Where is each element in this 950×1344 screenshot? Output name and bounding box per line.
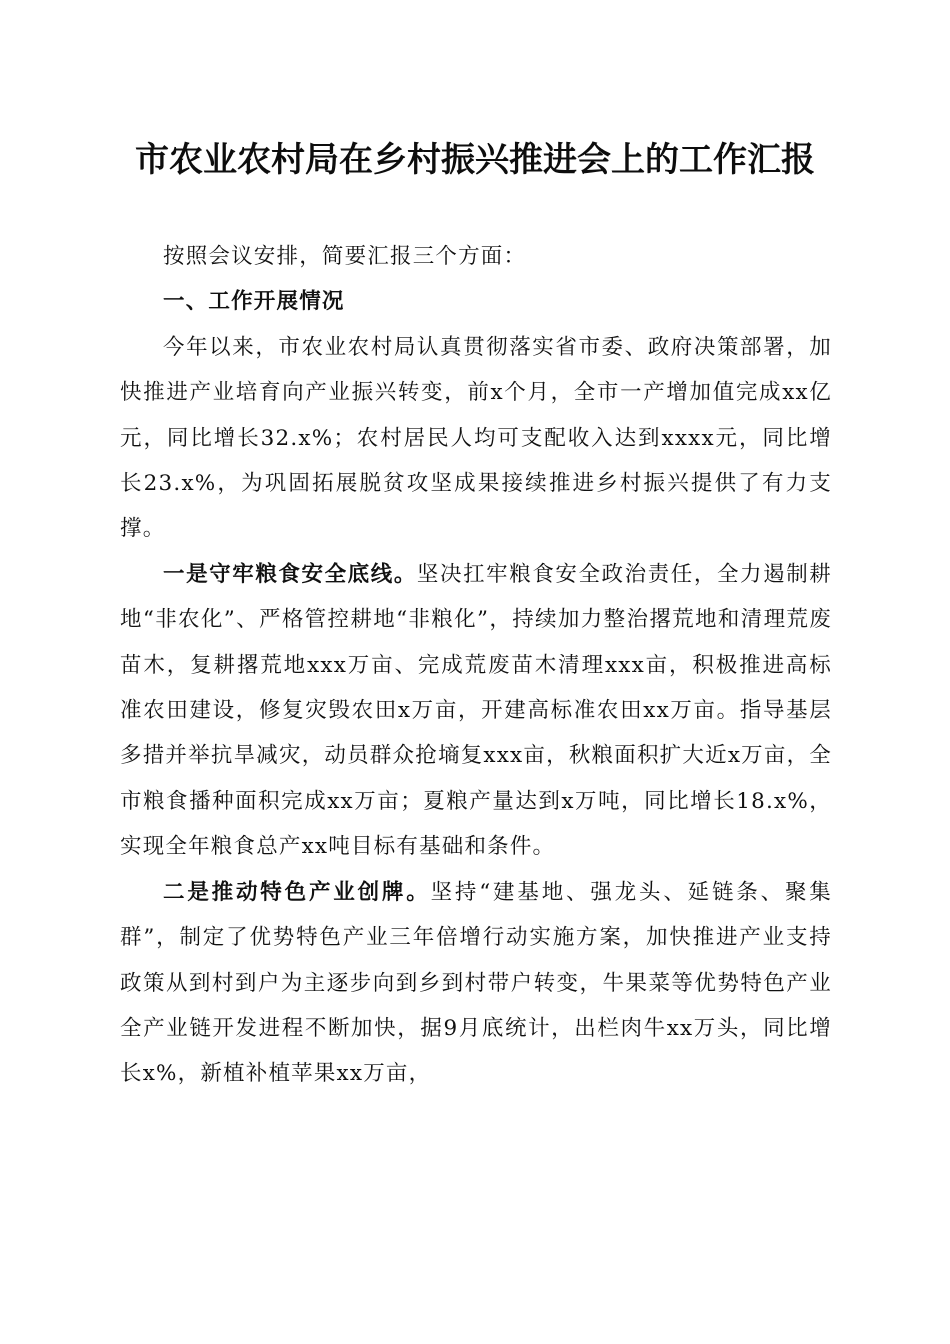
document-body bbox=[120, 234, 832, 1097]
overview-paragraph: 今年以来，市农业农村局认真贯彻落实省市委、政府决策部署，加快推进产业培育向产业振兴转变，前x个月，全市一产增加值完成xx亿元，同比增长32.x%；农村居民人均可支配收入达到xxxx元，同比增长23.x%，为巩固拓展脱贫攻坚成果接续推进乡村振兴提供了有力支撑。 bbox=[120, 334, 832, 542]
point-two-lead: 二是推动特色产业创牌。 bbox=[163, 879, 431, 905]
document-title: 市农业农村局在乡村振兴推进会上的工作汇报 bbox=[135, 140, 815, 180]
intro-paragraph: 按照会议安排，简要汇报三个方面： bbox=[163, 244, 527, 269]
point-one-lead: 一是守牢粮食安全底线。 bbox=[163, 561, 417, 587]
point-one-text: 坚决扛牢粮食安全政治责任，全力遏制耕地“非农化”、严格管控耕地“非粮化”，持续加力整治撂荒地和清理荒废苗木，复耕撂荒地xxx万亩、完成荒废苗木清理xxx亩，积极推进高标准农田建设，修复灾毁农田x万亩，开建高标准农田xx万亩。指导基层多措并举抗旱减灾，动员群众抢墒复xxx亩，秋粮面积扩大近x万亩，全市粮食播种面积完成xx万亩；夏粮产量达到x万吨，同比增长18.x%，实现全年粮食总产xx吨目标有基础和条件。 bbox=[120, 561, 832, 860]
section-heading: 一、工作开展情况 bbox=[163, 289, 345, 315]
point-two-text: 坚持“建基地、强龙头、延链条、聚集群”，制定了优势特色产业三年倍增行动实施方案，加快推进产业支持政策从到村到户为主逐步向到乡到村带户转变，牛果菜等优势特色产业全产业链开发进程不断加快，据9月底统计，出栏肉牛xx万头，同比增长x%，新植补植苹果xx万亩， bbox=[120, 879, 832, 1087]
point-two-paragraph bbox=[120, 870, 832, 1097]
point-one-paragraph bbox=[120, 552, 832, 870]
